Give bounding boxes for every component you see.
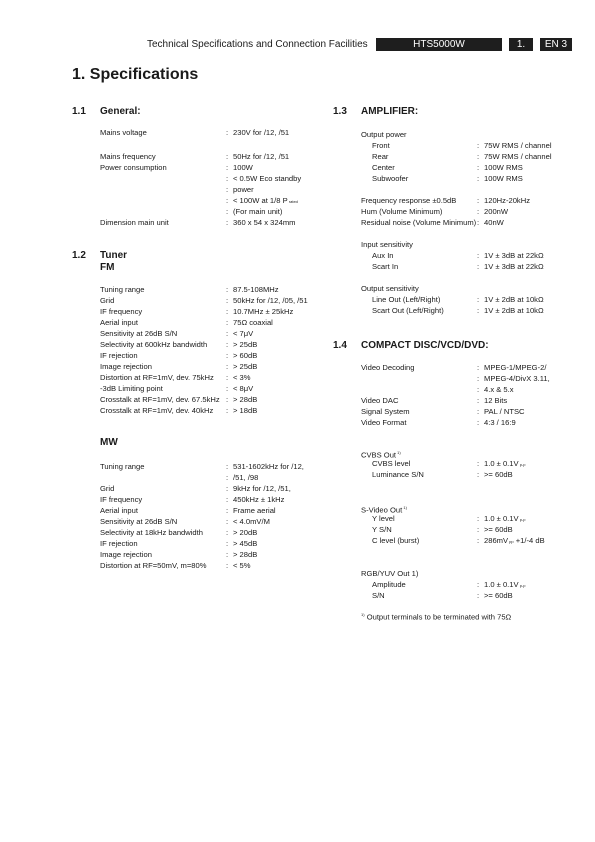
spec-value: 230V for /12, /51 [233,128,290,137]
spec-value: 1.0 ± 0.1V p-p [484,459,526,468]
spec-label: S/N [372,591,385,600]
spec-label: Mains frequency [100,152,156,161]
spec-value: 4.x & 5.x [484,385,514,394]
spec-value: 1V ± 3dB at 22kΩ [484,262,544,271]
section-title: AMPLIFIER: [361,106,419,117]
spec-value: 360 x 54 x 324mm [233,218,296,227]
spec-label: Subwoofer [372,174,409,183]
spec-label: Grid [100,484,115,493]
spec-label: Output power [361,130,407,139]
spec-value: 1.0 ± 0.1V p-p [484,514,526,523]
spec-label: IF rejection [100,539,138,548]
spec-value: 4:3 / 16:9 [484,418,516,427]
colon-separator: : [226,517,229,526]
spec-value: 100W RMS [484,163,523,172]
colon-separator: : [226,362,229,371]
colon-separator: : [226,561,229,570]
spec-label: Aerial input [100,318,138,327]
spec-value: > 28dB [233,550,258,559]
spec-value: > 28dB [233,395,258,404]
colon-separator: : [477,163,480,172]
spec-label: Power consumption [100,163,167,172]
section-number: 1.1 [72,106,86,117]
colon-separator: : [477,470,480,479]
colon-separator: : [477,306,480,315]
colon-separator: : [226,351,229,360]
colon-separator: : [226,318,229,327]
colon-separator: : [477,262,480,271]
spec-value: 120Hz-20kHz [484,196,531,205]
spec-label: Output sensitivity [361,284,419,293]
spec-label: S-Video Out $^{1)}$ [361,505,407,515]
spec-value: > 45dB [233,539,258,548]
spec-label: Y level [372,514,395,523]
spec-label: Aux In [372,251,394,260]
footnote [361,612,511,622]
spec-value: (For main unit) [233,207,283,216]
spec-label: IF frequency [100,307,143,316]
spec-value: 9kHz for /12, /51, [233,484,291,493]
colon-separator: : [226,473,229,482]
spec-value: 50kHz for /12, /05, /51 [233,296,308,305]
spec-label: Frequency response ±0.5dB [361,196,457,205]
value-subscript: p-p [518,517,526,522]
spec-value: 531-1602kHz for /12, [233,462,304,471]
spec-value: 75W RMS / channel [484,152,552,161]
spec-label: Tuning range [100,462,145,471]
colon-separator: : [477,295,480,304]
spec-label: IF frequency [100,495,143,504]
colon-separator: : [226,484,229,493]
spec-label: Center [372,163,395,172]
spec-value: >= 60dB [484,591,513,600]
spec-label: Dimension main unit [100,218,169,227]
colon-separator: : [226,207,229,216]
spec-label: Scart Out (Left/Right) [372,306,444,315]
colon-separator: : [226,462,229,471]
spec-label: Mains voltage [100,128,147,137]
section-title: General: [100,106,141,117]
spec-value: >= 60dB [484,525,513,534]
fm-subheading: FM [100,262,115,273]
colon-separator: : [226,218,229,227]
section-number: 1.3 [333,106,347,117]
spec-value: > 25dB [233,362,258,371]
page-number-badge: EN 3 [540,38,572,51]
colon-separator: : [226,185,229,194]
spec-value: 286mV pp +1/-4 dB [484,536,545,545]
footnote-ref: 1) [396,450,401,455]
spec-label: Residual noise (Volume Minimum) [361,218,477,227]
spec-label: Tuning range [100,285,145,294]
colon-separator: : [477,374,480,383]
spec-label: Video Format [361,418,407,427]
spec-value: MPEG-4/DivX 3.11, [484,374,550,383]
value-subscript: p-p [518,583,526,588]
spec-label: Scart In [372,262,399,271]
spec-label: CVBS level [372,459,411,468]
spec-value: < 100W at 1/8 P rated [233,196,298,205]
colon-separator: : [226,307,229,316]
spec-value: 50Hz for /12, /51 [233,152,290,161]
colon-separator: : [226,495,229,504]
spec-label: Selectivity at 600kHz bandwidth [100,340,208,349]
colon-separator: : [477,591,480,600]
spec-value: 75Ω coaxial [233,318,273,327]
chapter-badge: 1. [509,38,533,51]
spec-value: >= 60dB [484,470,513,479]
colon-separator: : [477,152,480,161]
spec-label: RGB/YUV Out 1) [361,569,419,578]
spec-label: Image rejection [100,550,152,559]
colon-separator: : [477,207,480,216]
colon-separator: : [477,396,480,405]
spec-value: < 7μV [233,329,254,338]
spec-value: 1V ± 3dB at 22kΩ [484,251,544,260]
colon-separator: : [477,536,480,545]
section-title: COMPACT DISC/VCD/DVD: [361,340,489,351]
header-title: Technical Specifications and Connection Facilities [147,39,368,50]
spec-value: PAL / NTSC [484,407,525,416]
spec-label: Distortion at RF=1mV, dev. 75kHz [100,373,214,382]
colon-separator: : [226,196,229,205]
spec-label: Crosstalk at RF=1mV, dev. 67.5kHz [100,395,220,404]
spec-value: /51, /98 [233,473,259,482]
spec-label: IF rejection [100,351,138,360]
spec-value: > 25dB [233,340,258,349]
colon-separator: : [226,384,229,393]
spec-value: > 20dB [233,528,258,537]
spec-label: Distortion at RF=50mV, m=80% [100,561,207,570]
colon-separator: : [226,395,229,404]
section-title: Tuner [100,250,128,261]
spec-label: Line Out (Left/Right) [372,295,441,304]
spec-label: Selectivity at 18kHz bandwidth [100,528,203,537]
colon-separator: : [477,459,480,468]
page-header [0,38,595,52]
spec-value: < 0.5W Eco standby [233,174,302,183]
spec-label: Aerial input [100,506,138,515]
spec-value: < 3% [233,373,251,382]
spec-label: Y S/N [372,525,392,534]
colon-separator: : [226,550,229,559]
colon-separator: : [226,152,229,161]
spec-label: CVBS Out $^{1)}$ [361,450,401,460]
spec-label: C level (burst) [372,536,420,545]
colon-separator: : [226,506,229,515]
colon-separator: : [477,580,480,589]
colon-separator: : [226,174,229,183]
spec-value: > 18dB [233,406,258,415]
spec-label: Crosstalk at RF=1mV, dev. 40kHz [100,406,214,415]
mw-subheading: MW [100,437,118,448]
colon-separator: : [477,218,480,227]
spec-label: Grid [100,296,115,305]
spec-value: > 60dB [233,351,258,360]
footnote-ref: 1) [402,505,407,510]
colon-separator: : [226,406,229,415]
colon-separator: : [226,128,229,137]
section-number: 1.4 [333,340,347,351]
value-subscript: pp [508,539,514,544]
spec-label: Front [372,141,390,150]
colon-separator: : [226,163,229,172]
colon-separator: : [477,418,480,427]
spec-value: 450kHz ± 1kHz [233,495,285,504]
colon-separator: : [477,174,480,183]
value-subscript: p-p [518,462,526,467]
spec-value: 1V ± 2dB at 10kΩ [484,295,544,304]
spec-label: Amplitude [372,580,406,589]
spec-value: < 8μV [233,384,254,393]
footnote-mark: 1) [361,612,365,617]
spec-label: Video Decoding [361,363,415,372]
spec-value: 100W [233,163,253,172]
colon-separator: : [477,141,480,150]
colon-separator: : [477,251,480,260]
spec-value: 1.0 ± 0.1V p-p [484,580,526,589]
page-title: 1. Specifications [72,66,199,83]
colon-separator: : [477,196,480,205]
colon-separator: : [477,385,480,394]
colon-separator: : [226,528,229,537]
spec-value: 40nW [484,218,504,227]
spec-value: MPEG-1/MPEG-2/ [484,363,547,372]
spec-value: 87.5-108MHz [233,285,279,294]
spec-value: < 5% [233,561,251,570]
spec-value: 12 Bits [484,396,508,405]
spec-label: Sensitivity at 26dB S/N [100,517,178,526]
colon-separator: : [477,525,480,534]
spec-value: 200nW [484,207,509,216]
spec-value: 10.7MHz ± 25kHz [233,307,294,316]
colon-separator: : [226,285,229,294]
spec-label: Input sensitivity [361,240,413,249]
spec-label: Signal System [361,407,410,416]
footnote-text: Output terminals to be terminated with 75Ω [366,612,512,622]
spec-label: Rear [372,152,389,161]
spec-label: -3dB Limiting point [100,384,163,393]
spec-label: Luminance S/N [372,470,424,479]
spec-value: 100W RMS [484,174,523,183]
colon-separator: : [477,363,480,372]
spec-value: power [233,185,254,194]
section-number: 1.2 [72,250,86,261]
colon-separator: : [226,329,229,338]
value-subscript: rated [287,199,298,204]
spec-value: Frame aerial [233,506,276,515]
spec-label: Video DAC [361,396,399,405]
spec-label: Sensitivity at 26dB S/N [100,329,178,338]
spec-value: 75W RMS / channel [484,141,552,150]
colon-separator: : [477,514,480,523]
spec-value: 1V ± 2dB at 10kΩ [484,306,544,315]
colon-separator: : [226,340,229,349]
spec-label: Hum (Volume Minimum) [361,207,443,216]
spec-label: Image rejection [100,362,152,371]
colon-separator: : [226,373,229,382]
spec-value: < 4.0mV/M [233,517,270,526]
colon-separator: : [226,296,229,305]
colon-separator: : [477,407,480,416]
colon-separator: : [226,539,229,548]
model-badge: HTS5000W [376,38,502,51]
